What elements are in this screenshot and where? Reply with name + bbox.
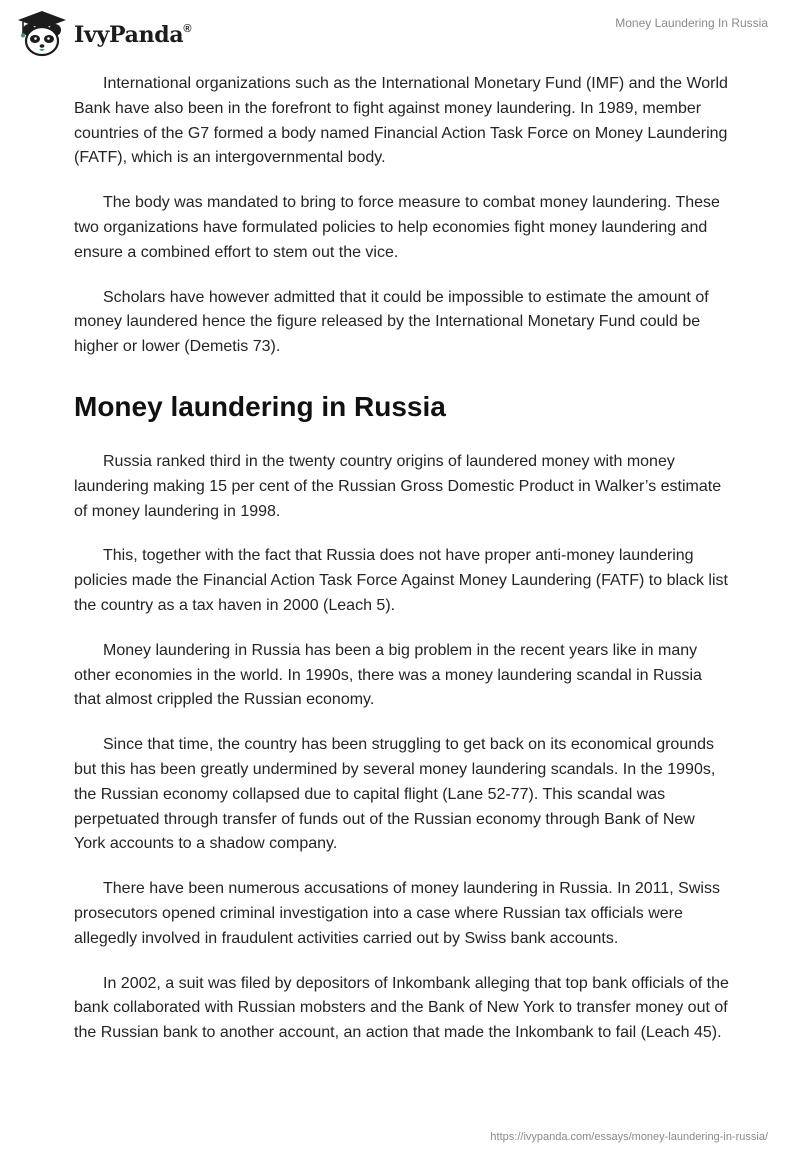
- brand-name: IvyPanda: [74, 22, 184, 48]
- paragraph: Scholars have however admitted that it could be impossible to estimate the amount of money laundered hence the figure released by the International Monetary Fund could be higher or lower (Demetis 73).: [74, 288, 709, 356]
- article-body: [74, 72, 730, 1066]
- paragraph: Since that time, the country has been struggling to get back on its economical grounds but this has been greatly undermined by several money laundering scandals. In the 1990s, the Russian economy collapsed due to capital flight (Lane 52-77). This scandal was perpetuated through transfer of funds out of the Russian economy through Bank of New York accounts to a shadow company.: [74, 736, 716, 853]
- source-url[interactable]: https://ivypanda.com/essays/money-laundering-in-russia/: [490, 1131, 768, 1143]
- section-heading: Money laundering in Russia: [74, 390, 446, 422]
- paragraph: Russia ranked third in the twenty country origins of laundered money with money laundering making 15 per cent of the Russian Gross Domestic Product in Walker’s estimate of money laundering in 1998.: [74, 452, 722, 520]
- registered-mark: ®: [183, 22, 192, 35]
- paragraph: International organizations such as the International Monetary Fund (IMF) and the World Bank have also been in the forefront to fight against money laundering. In 1989, member countries of the G7 formed a body named Financial Action Task Force on Money Laundering (FATF), which is an intergovernmental body.: [74, 75, 728, 167]
- ivypanda-logo[interactable]: [14, 8, 191, 58]
- paragraph: This, together with the fact that Russia does not have proper anti-money laundering policies made the Financial Action Task Force Against Money Laundering (FATF) to black list the country as a tax haven in 2000 (Leach 5).: [74, 547, 728, 614]
- page-header: [0, 0, 800, 64]
- paragraph: The body was mandated to bring to force measure to combat money laundering. These two organizations have formulated policies to help economies fight money laundering and ensure a combined effort to stem out the vice.: [74, 194, 720, 261]
- logo-wordmark: [74, 22, 191, 48]
- paragraph: Money laundering in Russia has been a big problem in the recent years like in many other economies in the world. In 1990s, there was a money laundering scandal in Russia that almost crippled the Russian economy.: [74, 641, 702, 709]
- paragraph: In 2002, a suit was filed by depositors of Inkombank alleging that top bank officials of the bank collaborated with Russian mobsters and the Bank of New York to transfer money out of the Russian bank to another account, an action that made the Inkombank to fail (Leach 45).: [74, 974, 729, 1042]
- panda-graduate-icon: [14, 8, 70, 58]
- paragraph: There have been numerous accusations of money laundering in Russia. In 2011, Swiss prosecutors opened criminal investigation into a case where Russian tax officials were allegedly involved in fraudulent activities carried out by Swiss bank accounts.: [74, 880, 720, 947]
- document-title: Money Laundering In Russia: [615, 16, 768, 30]
